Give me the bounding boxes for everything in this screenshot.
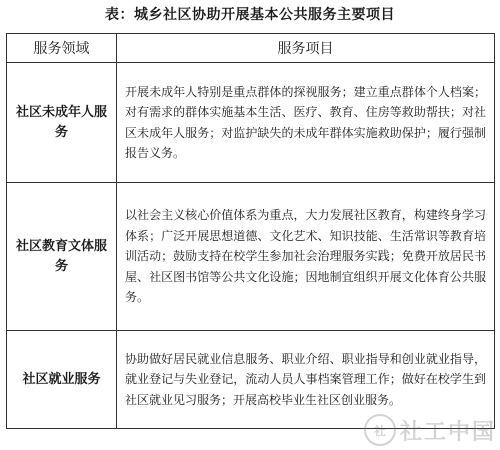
seal-icon: 社 [364, 414, 396, 446]
service-area-cell: 社区教育文体服务 [7, 183, 117, 331]
service-items-cell: 以社会主义核心价值体系为重点，大力发展社区教育，构建终身学习体系；广泛开展思想道德、文化艺术、知识技能、生活常识等教育培训活动；鼓励支持在校学生参加社会治理服务实践；免费开放居民书屋、社区图书馆等公共文化设施；因地制宜组织开展文化体育公共服务。 [117, 183, 495, 331]
watermark-text: 社工中国 [399, 419, 496, 445]
service-items-cell: 开展未成年人特别是重点群体的探视服务；建立重点群体个人档案；对有需求的群体实施基本生活、医疗、教育、住房等救助帮扶；对社区未成年人服务；对监护缺失的未成年群体实施救助保护；履行强制报告义务。 [117, 63, 495, 183]
header-service-items: 服务项目 [117, 34, 495, 63]
service-area-cell: 社区就业服务 [7, 331, 117, 429]
table-caption: 表：城乡社区协助开展基本公共服务主要项目 [105, 7, 395, 23]
service-items-cell: 协助做好居民就业信息服务、职业介绍、职业指导和创业就业指导，就业登记与失业登记，流动人员人事档案管理工作；做好在校学生到社区就业见习服务；开展高校毕业生社区创业服务。 [117, 331, 495, 429]
table-row [7, 183, 495, 331]
table-header-row [7, 34, 495, 63]
table-row [7, 331, 495, 429]
header-service-area: 服务领域 [7, 34, 117, 63]
table-row [7, 63, 495, 183]
services-table [6, 33, 495, 429]
service-area-cell: 社区未成年人服务 [7, 63, 117, 183]
